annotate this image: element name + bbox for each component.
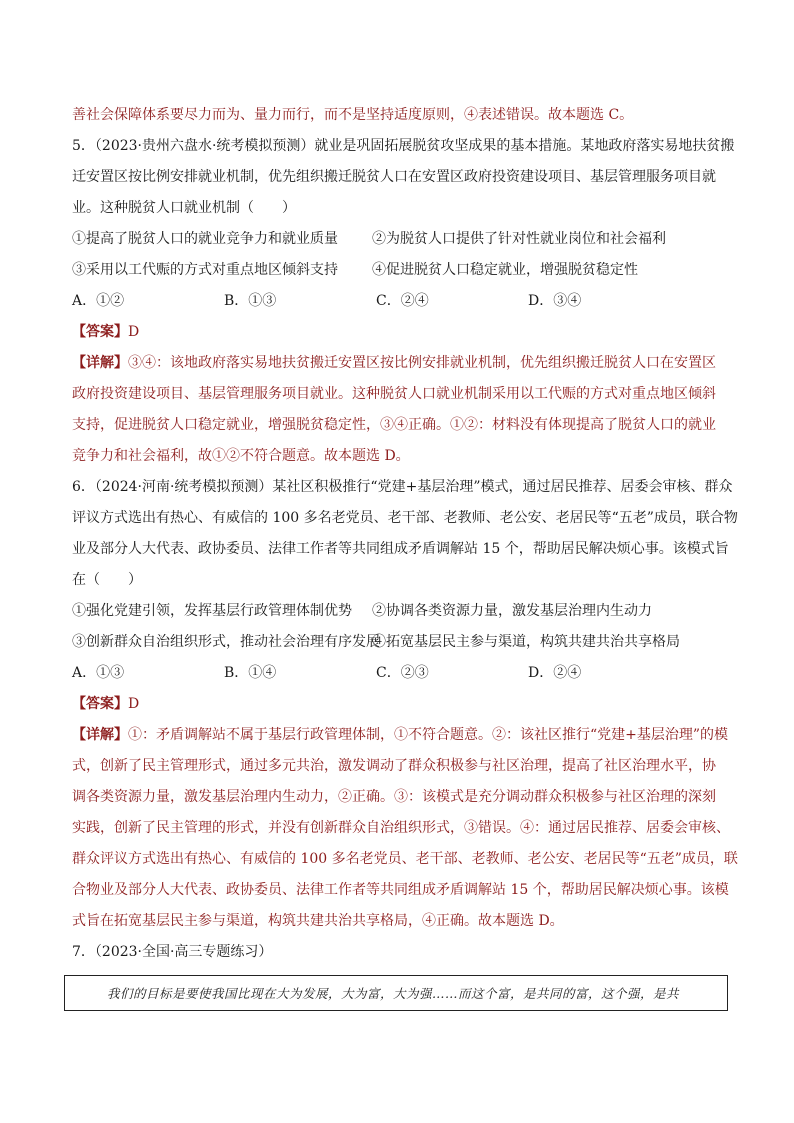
q6-detail-line [72,720,732,751]
q5-stem-line: 业。这种脱贫人口就业机制（ ） [72,200,296,216]
q6-choice-d[interactable]: D．②④ [528,665,582,681]
q6-choices [72,658,732,689]
q6-detail-line: 调各类资源力量，激发基层治理内生动力，②正确。③：该模式是充分调动群众积极参与社区治理的深刻 [72,789,716,805]
q6-option-3: ③创新群众自治组织形式，推动社会治理有序发展 [72,634,380,650]
question-5 [72,131,735,472]
q6-option-1: ①强化党建引领，发挥基层行政管理体制优势 [72,603,352,619]
q5-answer-label: 【答案】 [72,324,128,340]
q6-stem-line: 在（ ） [72,572,142,588]
q5-choice-a[interactable]: A．①② [72,293,125,309]
q5-stem-line: 5．（2023·贵州六盘水·统考模拟预测）就业是巩固拓展脱贫攻坚成果的基本措施。某地政府落实易地扶贫搬 [72,138,735,154]
q6-detail-line: 实践，创新了民主管理的形式，并没有创新群众自治组织形式，③错误。④：通过居民推荐、居委会审核、 [72,820,730,836]
q6-options-row [72,627,732,658]
q6-option-2: ②协调各类资源力量，激发基层治理内生动力 [372,603,652,619]
q5-option-3: ③采用以工代赈的方式对重点地区倾斜支持 [72,262,338,278]
q6-option-4: ④拓宽基层民主参与渠道，构筑共建共治共享格局 [372,634,680,650]
q5-detail-line [72,348,732,379]
q6-detail-line: 式旨在拓宽基层民主参与渠道，构筑共建共治共享格局，④正确。故本题选 D。 [72,913,564,929]
q5-detail-label: 【详解】 [72,355,128,371]
q5-answer-value: D [128,324,140,340]
q6-detail-label: 【详解】 [72,727,128,743]
q6-options-row [72,596,732,627]
document-page [72,100,738,968]
q4-explanation-tail: 善社会保障体系要尽力而为、量力而行，而不是坚持适度原则，④表述错误。故本题选 C。 [72,107,634,123]
q7-quote-box [64,975,728,1011]
q6-choice-a[interactable]: A．①③ [72,665,125,681]
q5-option-2: ②为脱贫人口提供了针对性就业岗位和社会福利 [372,231,666,247]
q5-answer [72,317,732,348]
q6-detail-text: ①：矛盾调解站不属于基层行政管理体制，①不符合题意。②：该社区推行“党建+基层治理”的模 [128,727,729,743]
q7-stem: 7．（2023·全国·高三专题练习） [72,944,273,960]
q6-stem-line: 6．（2024·河南·统考模拟预测）某社区积极推行“党建+基层治理”模式，通过居民推荐、居委会审核、群众 [72,479,733,495]
q5-detail-text: ③④：该地政府落实易地扶贫搬迁安置区按比例安排就业机制，优先组织搬迁脱贫人口在安置区 [128,355,716,371]
q7-quote-text: 我们的目标是要使我国比现在大为发展，大为富，大为强……而这个富，是共同的富，这个强，是共 [107,986,680,1001]
q5-option-1: ①提高了脱贫人口的就业竞争力和就业质量 [72,231,338,247]
q6-answer-value: D [128,696,140,712]
q5-options-row [72,255,732,286]
q5-detail-line: 政府投资建设项目、基层管理服务项目就业。这种脱贫人口就业机制采用以工代赈的方式对重点地区倾斜 [72,386,716,402]
q6-answer-label: 【答案】 [72,696,128,712]
q6-answer [72,689,732,720]
q5-detail-line: 支持，促进脱贫人口稳定就业，增强脱贫稳定性，③④正确。①②：材料没有体现提高了脱贫人口的就业 [72,417,716,433]
q5-options-row [72,224,732,255]
q5-detail-line: 竞争力和社会福利，故①②不符合题意。故本题选 D。 [72,448,410,464]
q6-detail-line: 群众评议方式选出有热心、有威信的 100 多名老党员、老干部、老教师、老公安、老居民等“五老”成员，联 [72,851,738,867]
q5-choice-c[interactable]: C．②④ [376,293,429,309]
q6-stem-line: 业及部分人大代表、政协委员、法律工作者等共同组成矛盾调解站 15 个，帮助居民解决烦心事。该模式旨 [72,541,729,557]
q5-choice-b[interactable]: B．①③ [224,293,277,309]
q6-detail-line: 式，创新了民主管理形式，通过多元共治，激发调动了群众积极参与社区治理，提高了社区治理水平，协 [72,758,716,774]
q5-choices [72,286,732,317]
q5-option-4: ④促进脱贫人口稳定就业，增强脱贫稳定性 [372,262,638,278]
q6-detail-line: 合物业及部分人大代表、政协委员、法律工作者等共同组成矛盾调解站 15 个，帮助居民解决烦心事。该模 [72,882,729,898]
q5-stem-line: 迁安置区按比例安排就业机制，优先组织搬迁脱贫人口在安置区政府投资建设项目、基层管理服务项目就 [72,169,716,185]
question-6 [72,472,738,937]
q6-stem-line: 评议方式选出有热心、有威信的 100 多名老党员、老干部、老教师、老公安、老居民等“五老”成员，联合物 [72,510,738,526]
q6-choice-c[interactable]: C．②③ [376,665,429,681]
q5-choice-d[interactable]: D．③④ [528,293,582,309]
q6-choice-b[interactable]: B．①④ [224,665,277,681]
